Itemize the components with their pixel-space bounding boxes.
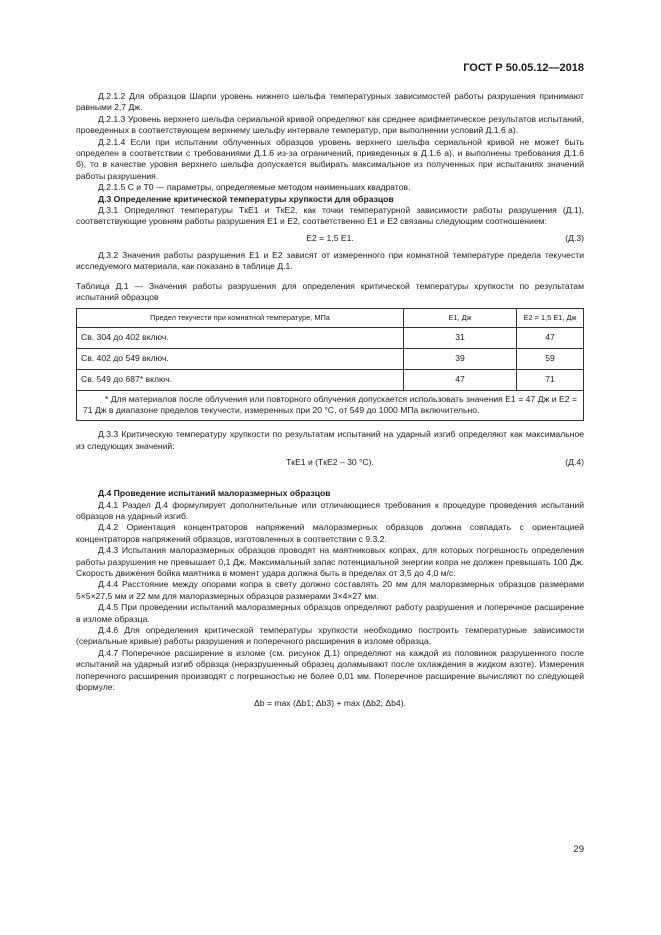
table-row (77, 348, 584, 369)
equation-formula: Δb = max (Δb1; Δb3) + max (Δb2; Δb4). (254, 698, 406, 709)
section-heading-d-3: Д.3 Определение критической температуры хрупкости для образцов (98, 193, 394, 204)
table-cell: 39 (404, 348, 517, 369)
table-caption: Таблица Д.1 — Значения работы разрушения для определения критической температуры хрупкости по результатам испытаний образцов (76, 280, 584, 303)
section-heading-d-4: Д.4 Проведение испытаний малоразмерных образцов (98, 488, 331, 499)
document-body (76, 91, 584, 715)
paragraph-d-2-1-2: Д.2.1.2 Для образцов Шарпи уровень нижнего шельфа температурных зависимостей работы разрушения принимают равными 2,7 Дж. (76, 91, 584, 113)
equation-formula: E2 = 1,5 E1. (306, 232, 354, 243)
table-cell: Св. 402 до 549 включ. (77, 348, 404, 369)
paragraph-d-2-1-4: Д.2.1.4 Если при испытании облученных образцов уровень верхнего шельфа сериальной кривой не может быть определен в соответствии с требованиями Д.1.6 из-за ограничений, приведенных в Д.1.6 а), и выполнены требования Д.1.6 б), то в качестве уровня верхнего шельфа допускается выбирать максимальное из полученных при испытаниях значений работы разрушения. (76, 136, 584, 181)
equation-number: (Д.3) (565, 232, 584, 243)
table-cell: Св. 549 до 687* включ. (77, 369, 404, 390)
paragraph-d-2-1-5: Д.2.1.5 C и T0 — параметры, определяемые методом наименьших квадратов. (98, 182, 411, 193)
table-header-row (77, 308, 584, 327)
equation-number: (Д.4) (565, 457, 584, 468)
paragraph-d-3-3: Д.3.3 Критическую температуру хрупкости по результатам испытаний на ударный изгиб определяют как максимальное из следующих значений: (76, 429, 584, 451)
table-cell: 47 (517, 327, 584, 348)
equation-delta-b (76, 693, 584, 715)
table-cell: 71 (517, 369, 584, 390)
paragraph-d-4-5: Д.4.5 При проведении испытаний малоразмерных образцов определяют работу разрушения и поперечное расширение в изломе образца. (76, 602, 584, 624)
table-row (77, 327, 584, 348)
paragraph-d-3-2: Д.3.2 Значения работы разрушения E1 и E2 зависят от измеренного при комнатной температуре предела текучести исследуемого материала, как показано в таблице Д.1. (76, 249, 584, 272)
table-header-cell: Предел текучести при комнатной температуре, МПа (77, 308, 404, 327)
paragraph-d-3-1: Д.3.1 Определяют температуры TкE1 и TкE2, как точки температурной зависимости работы разрушения (Д.1), соответствующие уровням работы разрушения E1 и E2, соответственно E1 и E2 связаны следующим соотношением: (76, 205, 584, 227)
standard-code-header: ГОСТ Р 50.05.12—2018 (463, 62, 584, 74)
paragraph-d-4-7: Д.4.7 Поперечное расширение в изломе (см. рисунок Д.1) определяют на каждой из половинок разрушенного после испытаний на ударный изгиб образца (неразрушенный образец доламывают после охлаждения в жидком азоте). Измерения поперечного расширения производят с погрешностью не более 0,01 мм. Поперечное расширение вычисляют по следующей формуле: (76, 647, 584, 693)
equation-d-3 (76, 228, 584, 250)
table-cell: Св. 304 до 402 включ. (77, 327, 404, 348)
table-header-cell: E1, Дж (404, 308, 517, 327)
page-number: 29 (573, 844, 584, 855)
paragraph-d-4-1: Д.4.1 Раздел Д.4 формулирует дополнительные или отличающиеся требования к процедуре проведения испытаний образцов на ударный изгиб. (76, 499, 584, 521)
paragraph-d-4-2: Д.4.2 Ориентация концентраторов напряжений малоразмерных образцов должна совпадать с ориентацией концентраторов напряжений образцов, изготовленных в соответствии с 9.3.2. (76, 522, 584, 544)
table-cell: 31 (404, 327, 517, 348)
table-header-cell: E2 = 1,5 E1, Дж (517, 308, 584, 327)
table-d-1 (76, 308, 584, 391)
paragraph-d-2-1-3: Д.2.1.3 Уровень верхнего шельфа сериальной кривой определяют как среднее арифметическое результатов испытаний, проведенных в соответствующем верхнему шельфу интервале температур, при выполнении условий Д.1.6 а). (76, 113, 584, 136)
equation-formula: TкE1 и (TкE2 – 30 °C). (286, 457, 374, 468)
table-footnote: * Для материалов после облучения или повторного облучения допускается использовать значения E1 = 47 Дж и E2 = 71 Дж в диапазоне пределов текучести, измеренных при 20 °C, от 549 до 1000 МПа включительно. (76, 391, 584, 422)
paragraph-d-4-4: Д.4.4 Расстояние между опорами копра в свету должно составлять 20 мм для малоразмерных образцов размерами 5×5×27,5 мм и 22 мм для малоразмерных образцов размерами 3×4×27 мм. (76, 579, 584, 601)
table-row (77, 369, 584, 390)
equation-d-4 (76, 452, 584, 474)
paragraph-d-4-3: Д.4.3 Испытания малоразмерных образцов проводят на маятниковых копрах, для которых погрешность определения работы разрушения не превышает 0,1 Дж. Максимальный запас потенциальной энергии копра не должен превышать 100 Дж. Скорость движения бойка маятника в момент удара должна быть в пределах от 3,5 до 4,0 м/с. (76, 545, 584, 578)
paragraph-d-4-6: Д.4.6 Для определения критической температуры хрупкости необходимо построить температурные зависимости (сериальные кривые) работы разрушения и поперечного расширения в изломе образца. (76, 625, 584, 647)
table-cell: 47 (404, 369, 517, 390)
table-cell: 59 (517, 348, 584, 369)
